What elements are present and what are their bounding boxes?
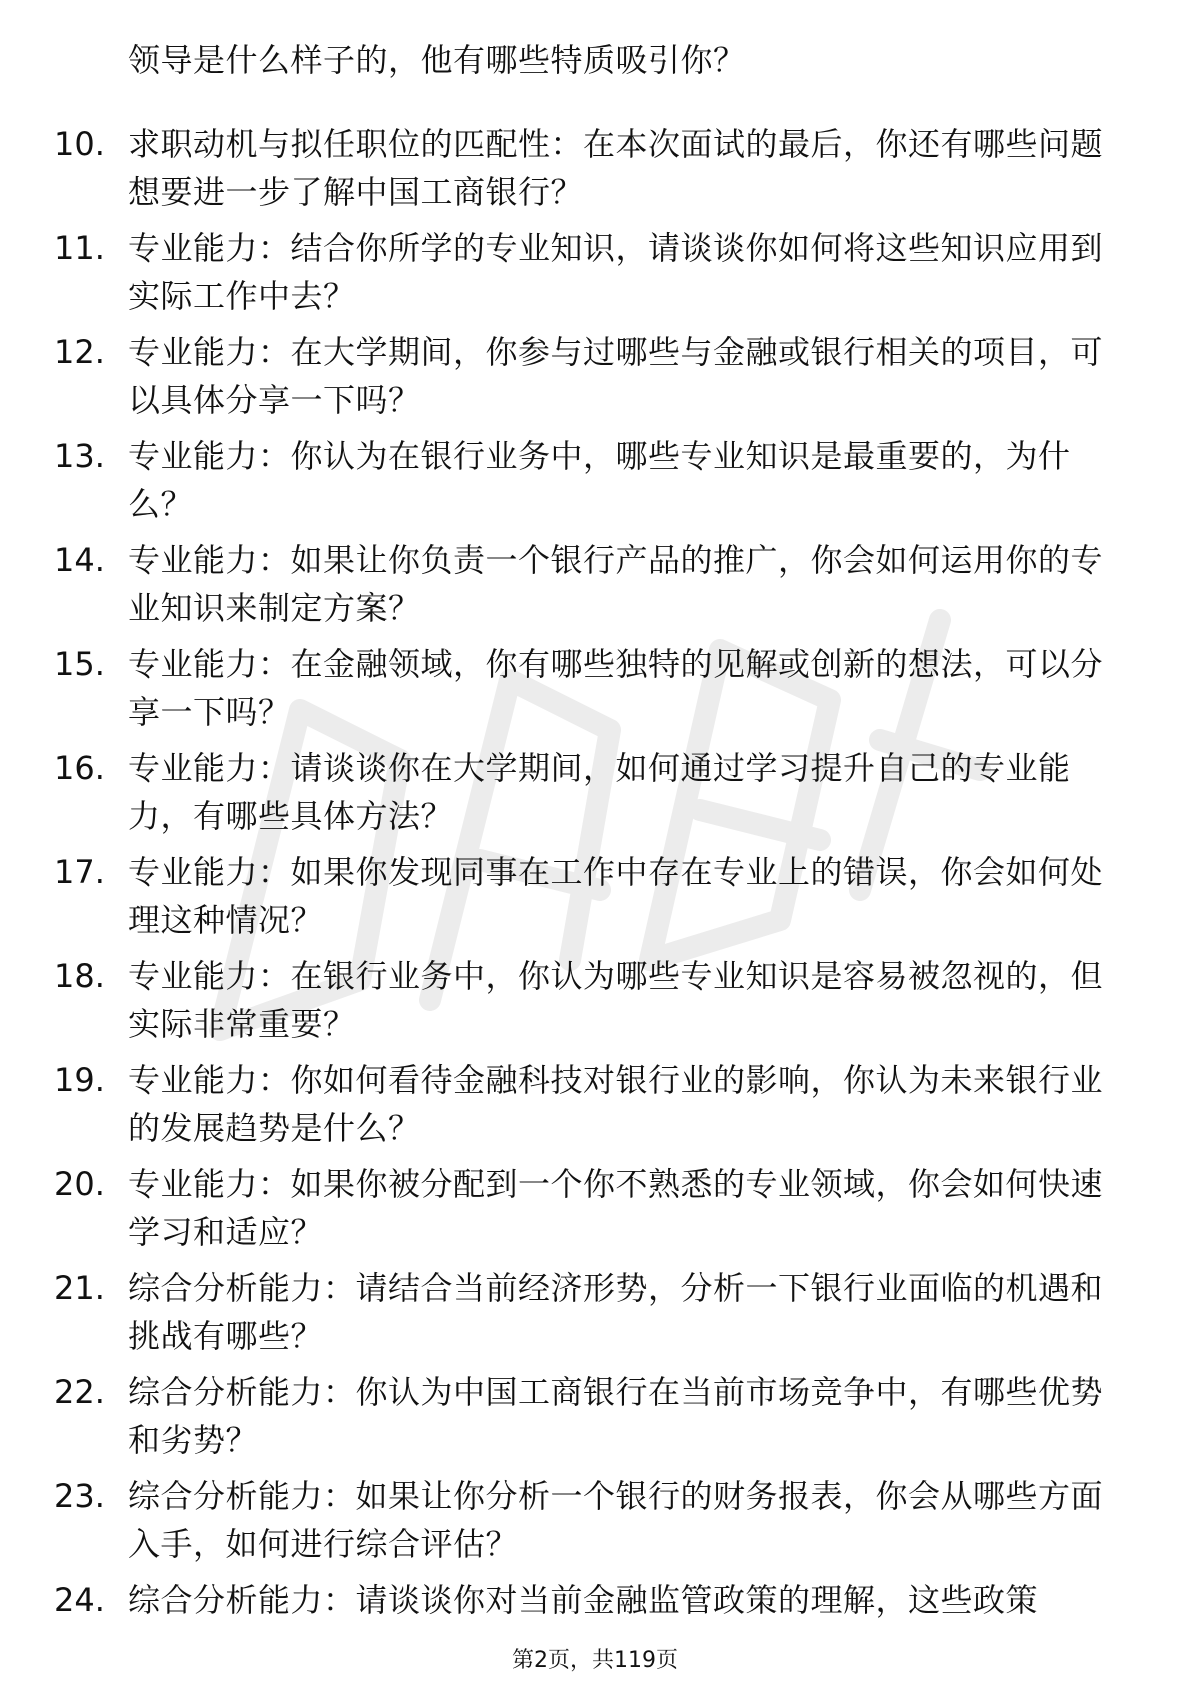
question-text: 专业能力：在金融领域，你有哪些独特的见解或创新的想法，可以分享一下吗？	[128, 645, 1104, 731]
question-text: 专业能力：结合你所学的专业知识，请谈谈你如何将这些知识应用到实际工作中去？	[128, 229, 1104, 315]
question-text: 综合分析能力：请谈谈你对当前金融监管政策的理解，这些政策	[128, 1581, 1039, 1619]
question-list	[0, 120, 1190, 1680]
question-text: 专业能力：在大学期间，你参与过哪些与金融或银行相关的项目，可以具体分享一下吗？	[128, 333, 1104, 419]
question-item	[0, 1472, 1190, 1576]
question-number: 10.	[54, 125, 105, 163]
question-text: 综合分析能力：你认为中国工商银行在当前市场竞争中，有哪些优势和劣势？	[128, 1373, 1104, 1459]
continued-question-line: 领导是什么样子的，他有哪些特质吸引你？	[128, 41, 746, 79]
question-item	[0, 744, 1190, 848]
question-item	[0, 120, 1190, 224]
question-text: 专业能力：如果你被分配到一个你不熟悉的专业领域，你会如何快速学习和适应？	[128, 1165, 1104, 1251]
question-number: 21.	[54, 1269, 105, 1307]
question-text: 专业能力：在银行业务中，你认为哪些专业知识是容易被忽视的，但实际非常重要？	[128, 957, 1104, 1043]
question-number: 15.	[54, 645, 105, 683]
question-number: 13.	[54, 437, 105, 475]
question-item	[0, 432, 1190, 536]
question-text: 专业能力：你认为在银行业务中，哪些专业知识是最重要的，为什么？	[128, 437, 1071, 523]
question-item	[0, 1160, 1190, 1264]
question-item	[0, 848, 1190, 952]
question-item	[0, 1368, 1190, 1472]
question-item	[0, 224, 1190, 328]
question-item	[0, 1056, 1190, 1160]
page-number-footer: 第2页，共119页	[512, 1648, 678, 1673]
question-text: 专业能力：如果让你负责一个银行产品的推广，你会如何运用你的专业知识来制定方案？	[128, 541, 1104, 627]
question-item	[0, 536, 1190, 640]
question-text: 专业能力：如果你发现同事在工作中存在专业上的错误，你会如何处理这种情况？	[128, 853, 1104, 939]
question-item	[0, 1264, 1190, 1368]
question-number: 20.	[54, 1165, 105, 1203]
question-number: 19.	[54, 1061, 105, 1099]
question-text: 综合分析能力：请结合当前经济形势，分析一下银行业面临的机遇和挑战有哪些？	[128, 1269, 1104, 1355]
question-number: 23.	[54, 1477, 105, 1515]
question-item	[0, 952, 1190, 1056]
question-text: 求职动机与拟任职位的匹配性：在本次面试的最后，你还有哪些问题想要进一步了解中国工商银行？	[128, 125, 1104, 211]
question-number: 24.	[54, 1581, 105, 1619]
question-number: 11.	[54, 229, 105, 267]
question-number: 18.	[54, 957, 105, 995]
question-number: 22.	[54, 1373, 105, 1411]
question-text: 专业能力：你如何看待金融科技对银行业的影响，你认为未来银行业的发展趋势是什么？	[128, 1061, 1104, 1147]
question-number: 14.	[54, 541, 105, 579]
question-text: 综合分析能力：如果让你分析一个银行的财务报表，你会从哪些方面入手，如何进行综合评估？	[128, 1477, 1104, 1563]
question-item	[0, 640, 1190, 744]
question-text: 专业能力：请谈谈你在大学期间，如何通过学习提升自己的专业能力，有哪些具体方法？	[128, 749, 1071, 835]
question-item	[0, 328, 1190, 432]
question-number: 12.	[54, 333, 105, 371]
question-number: 16.	[54, 749, 105, 787]
question-number: 17.	[54, 853, 105, 891]
